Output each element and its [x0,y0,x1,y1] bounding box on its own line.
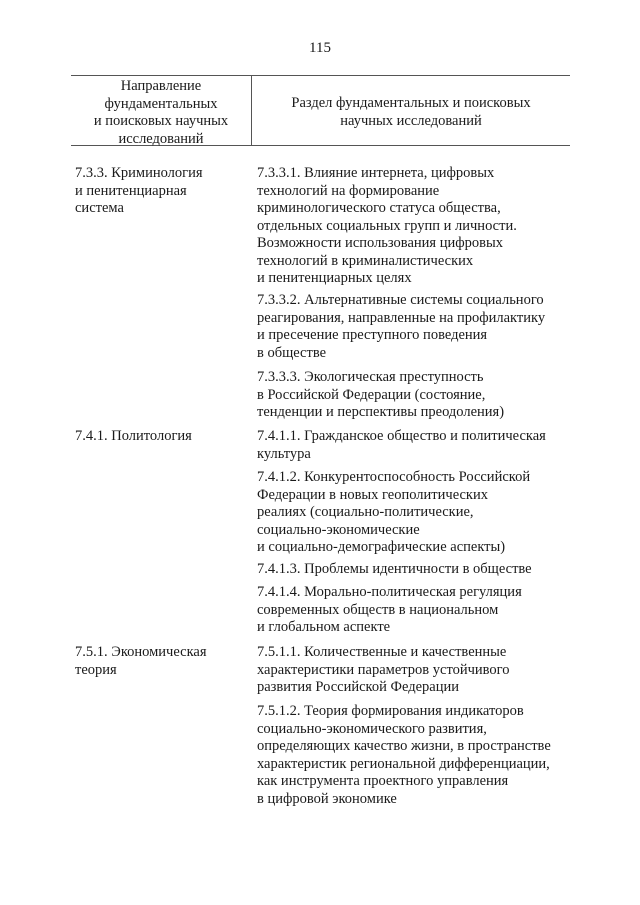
page-number: 115 [309,40,331,56]
header-section: Раздел фундаментальных и поисковых научных исследований [291,95,531,129]
section-7-4-1-2: 7.4.1.2. Конкурентоспособность Российской Федерации в новых геополитических реалиях (социально-политические, социально-экономические и социально-демографические аспекты) [257,469,531,555]
row-direction-7-3-3: 7.3.3. Криминология и пенитенциарная система [75,165,203,216]
table-top-rule [71,75,570,76]
section-7-4-1-1: 7.4.1.1. Гражданское общество и политическая культура [257,428,546,462]
section-7-4-1-4: 7.4.1.4. Морально-политическая регуляция современных обществ в национальном и глобальном аспекте [257,584,522,635]
section-7-3-3-2: 7.3.3.2. Альтернативные системы социального реагирования, направленные на профилактику и пресечение преступного поведения в обществе [257,292,546,361]
section-7-5-1-2: 7.5.1.2. Теория формирования индикаторов социально-экономического развития, определяющих качество жизни, в пространстве характеристик региональной дифференциации, как инструмента проектного управления в цифровой экономике [257,703,551,807]
row-direction-7-5-1: 7.5.1. Экономическая теория [75,644,207,678]
section-7-4-1-3: 7.4.1.3. Проблемы идентичности в обществе [257,561,532,577]
row-direction-7-4-1: 7.4.1. Политология [75,428,192,444]
section-7-5-1-1: 7.5.1.1. Количественные и качественные характеристики параметров устойчивого развития Российской Федерации [257,644,510,695]
section-7-3-3-3: 7.3.3.3. Экологическая преступность в Российской Федерации (состояние, тенденции и перспективы преодоления) [257,369,505,420]
header-direction: Направление фундаментальных и поисковых научных исследований [93,78,229,147]
section-7-3-3-1: 7.3.3.1. Влияние интернета, цифровых технологий на формирование криминологического статуса общества, отдельных социальных групп и личности. Возможности использования цифровых технологий в криминалистических и пенитенциарных целях [257,165,517,286]
